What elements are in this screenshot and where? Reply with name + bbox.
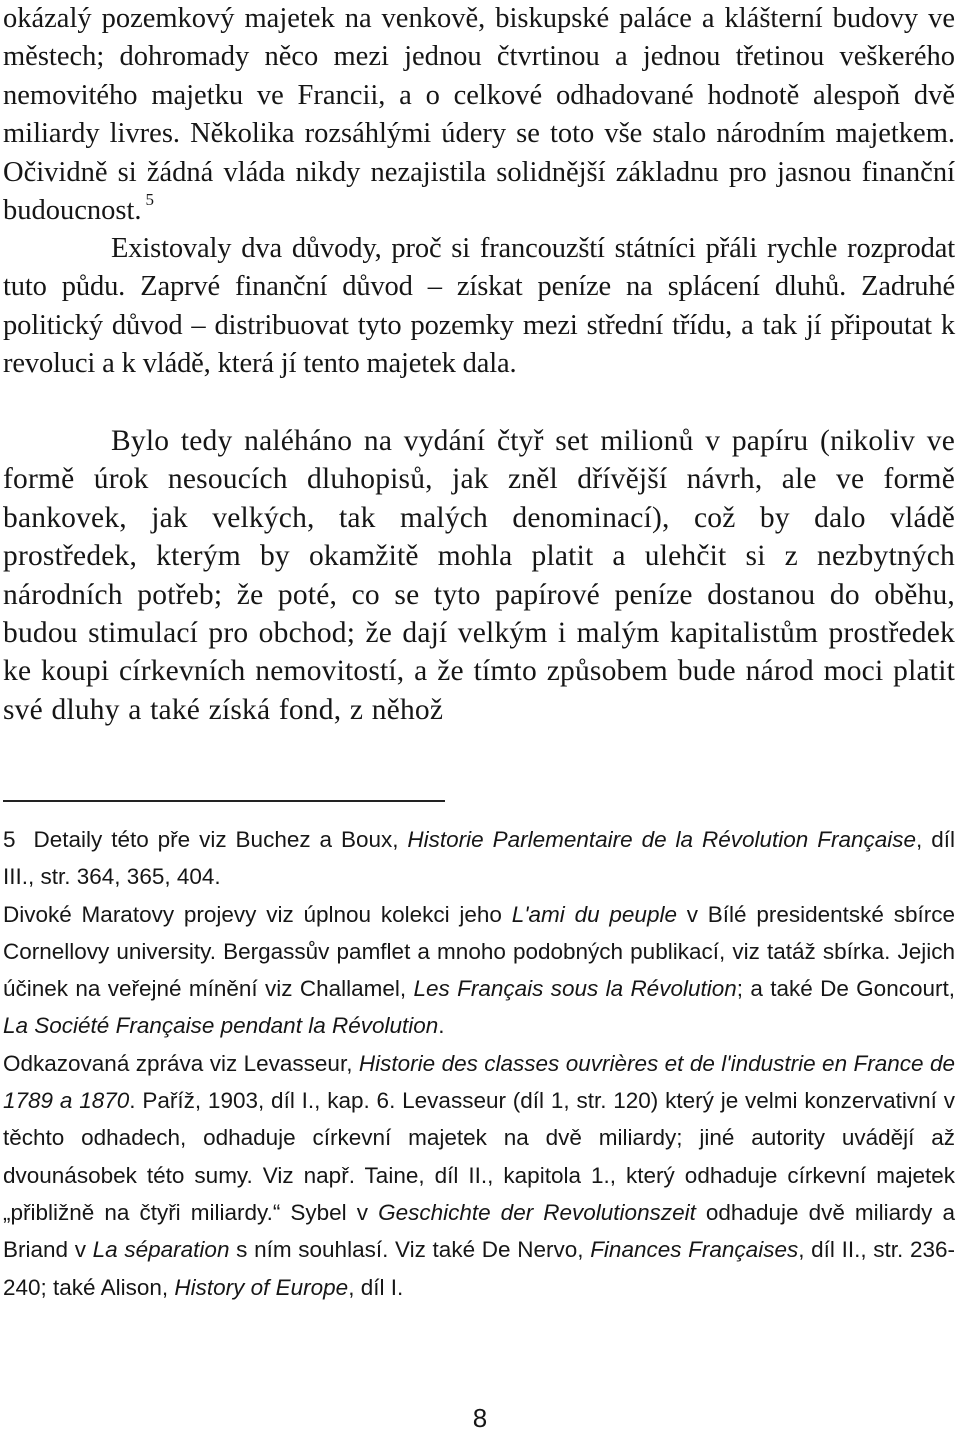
paragraph-1	[3, 0, 955, 230]
footnote-text: , díl I.	[348, 1274, 404, 1300]
footnote-text: , díl III., str. 364, 365, 404.	[3, 827, 955, 890]
footnote-text: Divoké Maratovy projevy viz úplnou kolekci jeho	[3, 901, 512, 927]
footnote-text: odhaduje dvě miliardy a Briand v	[3, 1199, 955, 1263]
footnotes	[3, 821, 955, 1306]
footnote-title: Finances Françaises	[590, 1237, 799, 1263]
footnote-3	[3, 1045, 955, 1306]
footnote-title: Historie des classes ouvrières et de l'industrie en France de 1789 a 1870	[3, 1050, 955, 1114]
footnote-text: s ním souhlasí. Viz také De Nervo,	[229, 1237, 591, 1263]
paragraph-3-text: Bylo tedy naléháno na vydání čtyř set milionů v papíru (nikoliv ve formě úrok nesoucích dluhopisů, jak zněl dřívější návrh, ale ve formě bankovek, jak velkých, tak malých denominací), což by dalo vládě prostředek, kterým by okamžitě mohla platit a ulehčit si z nezbytných národních potřeb; že poté, co se tyto papírové peníze dostanou do oběhu, budou stimulací pro obchod; že dají velkým i malým kapitalistům prostředek ke koupi církevních nemovitostí, a že tímto způsobem bude národ moci platit své dluhy a také získá fond, z něhož	[3, 425, 955, 726]
footnote-title: La Société Française pendant la Révolution	[3, 1013, 439, 1039]
footnote-title: History of Europe	[174, 1274, 349, 1300]
footnote-text: . Paříž, 1903, díl I., kap. 6. Levasseur (díl 1, str. 120) který je velmi konzervativní v těchto odhadech, odhaduje církevní majetek na dvě miliardy; jiné autority uvádějí až dvounásobek této sumy. Viz např. Taine, díl II., kapitola 1., který odhaduje církevní majetek „přibližně na čtyři miliardy.“ Sybel v	[3, 1088, 955, 1225]
paragraph-2-text: Existovaly dva důvody, proč si francouzští státníci přáli rychle rozprodat tuto půdu. Zaprvé finanční důvod – získat peníze na splácení dluhů. Zadruhé politický důvod – distribuovat tyto pozemky mezi střední třídu, a tak jí připoutat k revoluci a k vládě, která jí tento majetek dala.	[3, 233, 955, 380]
footnote-title: La séparation	[92, 1237, 230, 1263]
footnote-title: Geschichte der Revolutionszeit	[378, 1199, 696, 1225]
footnote-title: Les Français sous la Révolution	[413, 976, 737, 1002]
footnote-text: , díl II., str. 236-240; také Alison,	[3, 1237, 956, 1300]
footnote-text: v Bílé presidentské sbírce Cornellovy university. Bergassův pamflet a mnoho podobných publikací, viz tatáž sbírka. Jejich účinek na veřejné mínění viz Challamel,	[3, 901, 955, 1002]
footnote-text: ; a také De Goncourt,	[736, 976, 955, 1002]
footnote-2	[3, 896, 955, 1045]
footnote-text: Detaily této pře viz Buchez a Boux,	[33, 827, 408, 852]
paragraph-1-text: okázalý pozemkový majetek na venkově, biskupské paláce a klášterní budovy ve městech; dohromady něco mezi jednou čtvrtinou a jednou třetinou veškerého nemovitého majetku ve Francii, a o celkové odhadované hodnotě alespoň dvě miliardy livres. Několika rozsáhlými údery se toto vše stalo národním majetkem. Očividně si žádná vláda nikdy nezajistila solidnější základnu pro jasnou finanční budoucnost.	[3, 3, 955, 227]
page-number: 8	[472, 1403, 488, 1433]
paragraph-2	[3, 230, 955, 422]
footnote-separator	[3, 800, 445, 802]
footnote-text: Odkazovaná zpráva viz Levasseur,	[3, 1050, 359, 1076]
footnote-reference[interactable]: 5	[145, 190, 155, 210]
footnote-number: 5	[3, 827, 16, 852]
footnote-title: Historie Parlementaire de la Révolution Française	[407, 827, 917, 852]
footnote-text: .	[438, 1013, 445, 1039]
paragraph-3	[3, 422, 955, 729]
footnote-1	[3, 821, 955, 896]
footnote-title: L'ami du peuple	[511, 901, 677, 927]
main-text	[3, 0, 955, 729]
